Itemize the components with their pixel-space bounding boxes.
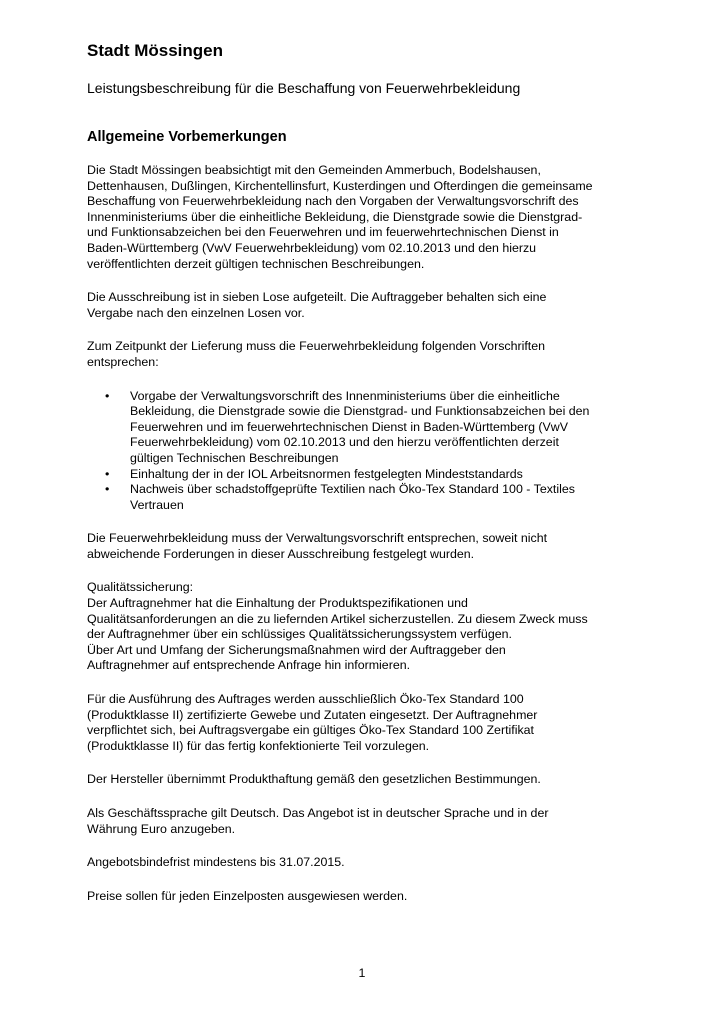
text-line: (Produktklasse II) für das fertig konfektionierte Teil vorzulegen. <box>87 738 430 753</box>
text-line: Auftragnehmer auf entsprechende Anfrage hin informieren. <box>87 658 411 673</box>
text-line: veröffentlichten derzeit gültigen technischen Beschreibungen. <box>87 256 425 271</box>
document-subtitle: Leistungsbeschreibung für die Beschaffung von Feuerwehrbekleidung <box>87 80 521 96</box>
bullet-icon: • <box>105 482 110 497</box>
organization-title: Stadt Mössingen <box>87 41 224 60</box>
text-line: Bekleidung, die Dienstgrade sowie die Dienstgrad- und Funktionsabzeichen bei den <box>130 404 590 419</box>
paragraph-lots <box>87 290 647 321</box>
paragraph-intro <box>87 163 647 272</box>
text-line: entsprechen: <box>87 354 159 369</box>
text-line: Die Feuerwehrbekleidung muss der Verwaltungsvorschrift entsprechen, soweit nicht <box>87 531 548 546</box>
bullet-icon: • <box>105 466 110 481</box>
text-line: Der Auftragnehmer hat die Einhaltung der Produktspezifikationen und <box>87 596 468 611</box>
paragraph-quality <box>87 580 647 674</box>
text-line: Angebotsbindefrist mindestens bis 31.07.2015. <box>87 855 345 870</box>
text-line: Vorgabe der Verwaltungsvorschrift des Innenministeriums über die einheitliche <box>130 388 560 403</box>
text-line: verpflichtet sich, bei Auftragsvergabe ein gültiges Öko-Tex Standard 100 Zertifikat <box>87 723 534 738</box>
requirements-list <box>87 389 647 514</box>
text-line: Beschaffung von Feuerwehrbekleidung nach den Vorgaben der Verwaltungsvorschrift des <box>87 194 579 209</box>
text-line: Der Hersteller übernimmt Produkthaftung gemäß den gesetzlichen Bestimmungen. <box>87 772 541 787</box>
text-line: Qualitätsanforderungen an die zu liefernden Artikel sicherzustellen. Zu diesem Zweck muss <box>87 611 588 626</box>
text-line: gültigen Technischen Beschreibungen <box>130 450 339 465</box>
text-line: Währung Euro anzugeben. <box>87 821 236 836</box>
paragraph-regulations-intro <box>87 339 647 370</box>
text-line: der Auftragnehmer über ein schlüssiges Qualitätssicherungssystem verfügen. <box>87 627 512 642</box>
text-line: abweichende Forderungen in dieser Ausschreibung festgelegt wurden. <box>87 546 475 561</box>
text-line: Über Art und Umfang der Sicherungsmaßnahmen wird der Auftraggeber den <box>87 642 506 657</box>
text-line: Feuerwehren und im feuerwehrtechnischen Dienst in Baden-Württemberg (VwV <box>130 419 569 434</box>
text-line: Innenministeriums über die einheitliche Bekleidung, die Dienstgrade sowie die Dienstgrad- <box>87 209 583 224</box>
text-line: Die Stadt Mössingen beabsichtigt mit den Gemeinden Ammerbuch, Bodelshausen, <box>87 163 541 177</box>
paragraph-language <box>87 806 647 837</box>
text-line: und Funktionsabzeichen bei den Feuerwehren und im feuerwehrtechnischen Dienst in <box>87 225 559 240</box>
text-line: Preise sollen für jeden Einzelposten ausgewiesen werden. <box>87 888 408 903</box>
text-line: Als Geschäftssprache gilt Deutsch. Das Angebot ist in deutscher Sprache und in der <box>87 806 549 820</box>
text-line: Vertrauen <box>130 497 184 512</box>
text-line: Für die Ausführung des Auftrages werden ausschließlich Öko-Tex Standard 100 <box>87 692 524 707</box>
paragraph-deadline <box>87 855 647 871</box>
paragraph-oekotex <box>87 692 647 754</box>
document-body <box>87 163 647 922</box>
text-line: Qualitätssicherung: <box>87 580 194 595</box>
list-item <box>87 389 647 467</box>
paragraph-compliance <box>87 531 647 562</box>
section-heading: Allgemeine Vorbemerkungen <box>87 129 287 145</box>
text-line: Feuerwehrbekleidung) vom 02.10.2013 und den hierzu veröffentlichten derzeit <box>130 435 559 450</box>
text-line: Dettenhausen, Dußlingen, Kirchentellinsfurt, Kusterdingen und Ofterdingen die gemeinsame <box>87 178 593 193</box>
paragraph-liability <box>87 772 647 788</box>
bullet-icon: • <box>105 388 110 403</box>
page-number: 1 <box>358 966 366 980</box>
list-item <box>87 482 647 513</box>
text-line: Vergabe nach den einzelnen Losen vor. <box>87 305 305 320</box>
text-line: (Produktklasse II) zertifizierte Gewebe und Zutaten eingesetzt. Der Auftragnehmer <box>87 707 538 722</box>
text-line: Zum Zeitpunkt der Lieferung muss die Feuerwehrbekleidung folgenden Vorschriften <box>87 339 546 354</box>
text-line: Nachweis über schadstoffgeprüfte Textilien nach Öko-Tex Standard 100 - Textiles <box>130 482 575 497</box>
list-item <box>87 467 647 483</box>
text-line: Baden-Württemberg (VwV Feuerwehrbekleidung) vom 02.10.2013 und den hierzu <box>87 240 537 255</box>
text-line: Einhaltung der in der IOL Arbeitsnormen festgelegten Mindeststandards <box>130 466 523 481</box>
paragraph-prices <box>87 889 647 905</box>
text-line: Die Ausschreibung ist in sieben Lose aufgeteilt. Die Auftraggeber behalten sich eine <box>87 290 547 305</box>
